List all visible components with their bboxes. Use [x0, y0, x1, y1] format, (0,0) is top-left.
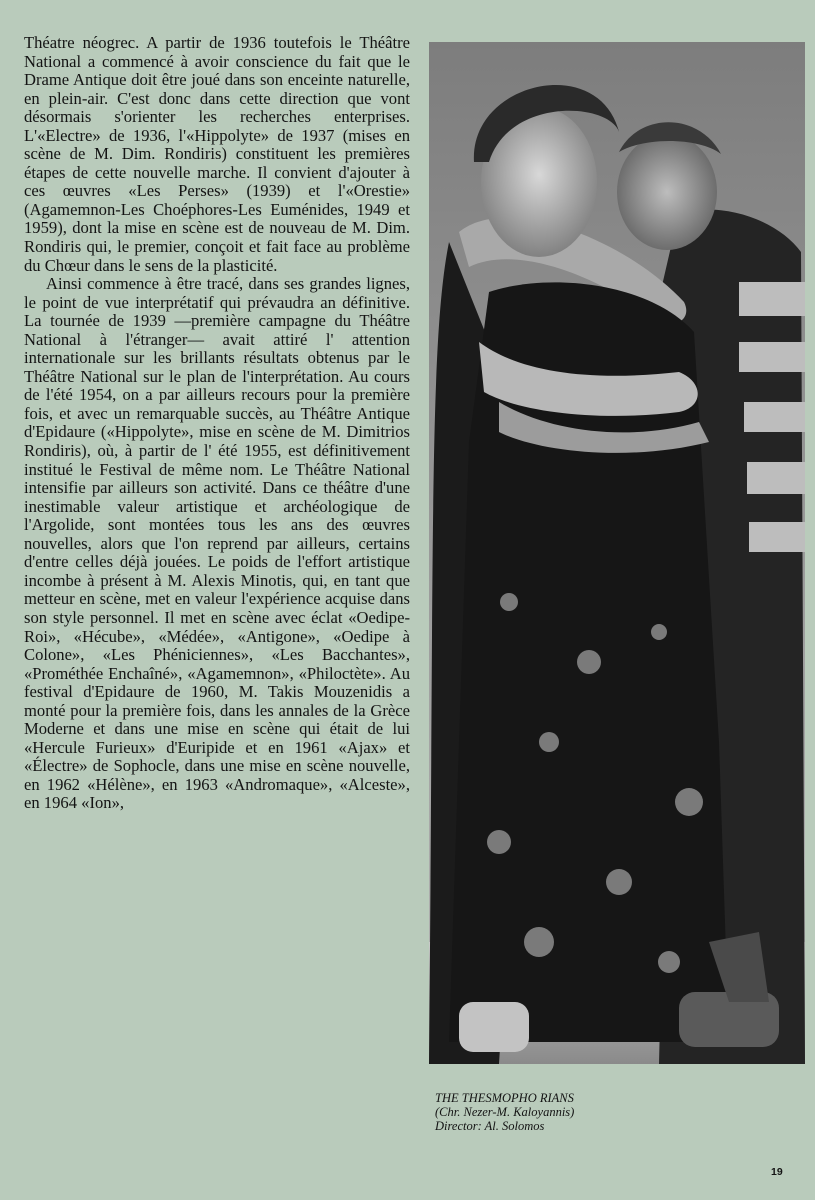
theatre-photo: [429, 42, 805, 1064]
article-paragraph-1: Théatre néogrec. A partir de 1936 toutefois le Théâtre National a commencé à avoir conscience du fait que le Drame Antique doit être joué dans son enceinte naturelle, en plein-air. C'est donc dans cette direction que vont désormais s'orienter les recherches enterprises. L'«Electre» de 1936, l'«Hippolyte» de 1937 (mises en scène de M. Dim. Rondiris) constituent les premières étapes de cette nouvelle marche. Il convient d'ajouter à ces œuvres «Les Perses» (1939) et l'«Orestie» (Agamemnon-Les Choéphores-Les Euménides, 1949 et 1959), dont la mise en scène est de nouveau de M. Dim. Rondiris qui, le premier, conçoit et fait face au problème du Chœur dans le sens de la plasticité.: [24, 33, 410, 275]
page-number: 19: [771, 1166, 783, 1178]
caption-director: Director: Al. Solomos: [435, 1119, 545, 1133]
photo-caption: [435, 1091, 795, 1133]
article-text-column: [24, 34, 410, 813]
caption-title: THE THESMOPHO RIANS: [435, 1091, 574, 1105]
caption-credits: (Chr. Nezer-M. Kaloyannis): [435, 1105, 575, 1119]
article-paragraph-2: Ainsi commence à être tracé, dans ses grandes lignes, le point de vue interprétatif qui prévaudra an définitive. La tournée de 1939 —première campagne du Théâtre National à l'étranger— avait attiré l' attention internationale sur les brillants résultats obtenus par le Théâtre National sur le plan de l'interprétation. Au cours de l'été 1954, on a par ailleurs recours pour la première fois, et avec un remarquable succès, au Théâtre Antique d'Epidaure («Hippolyte», mise en scène de M. Dimitrios Rondiris), où, à partir de l' été 1955, est définitivement institué le Festival de même nom. Le Théâtre National intensifie par ailleurs son activité. Dans ce théâtre d'une inestimable valeur artistique et archéologique de l'Argolide, sont montées tous les ans des œuvres nouvelles, alors que l'on reprend par ailleurs, certains d'entre celles déjà jouées. Le poids de l'effort artistique incombe à présent à M. Alexis Minotis, qui, en tant que metteur en scène, met en valeur l'expérience acquise dans son style personnel. Il met en scène avec éclat «Oedipe-Roi», «Hécube», «Médée», «Antigone», «Oedipe à Colone», «Les Phéniciennes», «Les Bacchantes», «Prométhée Enchaîné», «Agamemnon», «Philoctète». Au festival d'Epidaure de 1960, M. Takis Mouzenidis a monté pour la première fois, dans les annales de la Grèce Moderne et dans une mise en scène qui était de lui «Hercule Furieux» d'Euripide et en 1961 «Ajax» et «Électre» de Sophocle, dans une mise en scène nouvelle, en 1962 «Hélène», en 1963 «Andromaque», «Alceste», en 1964 «Ion»,: [24, 274, 410, 813]
